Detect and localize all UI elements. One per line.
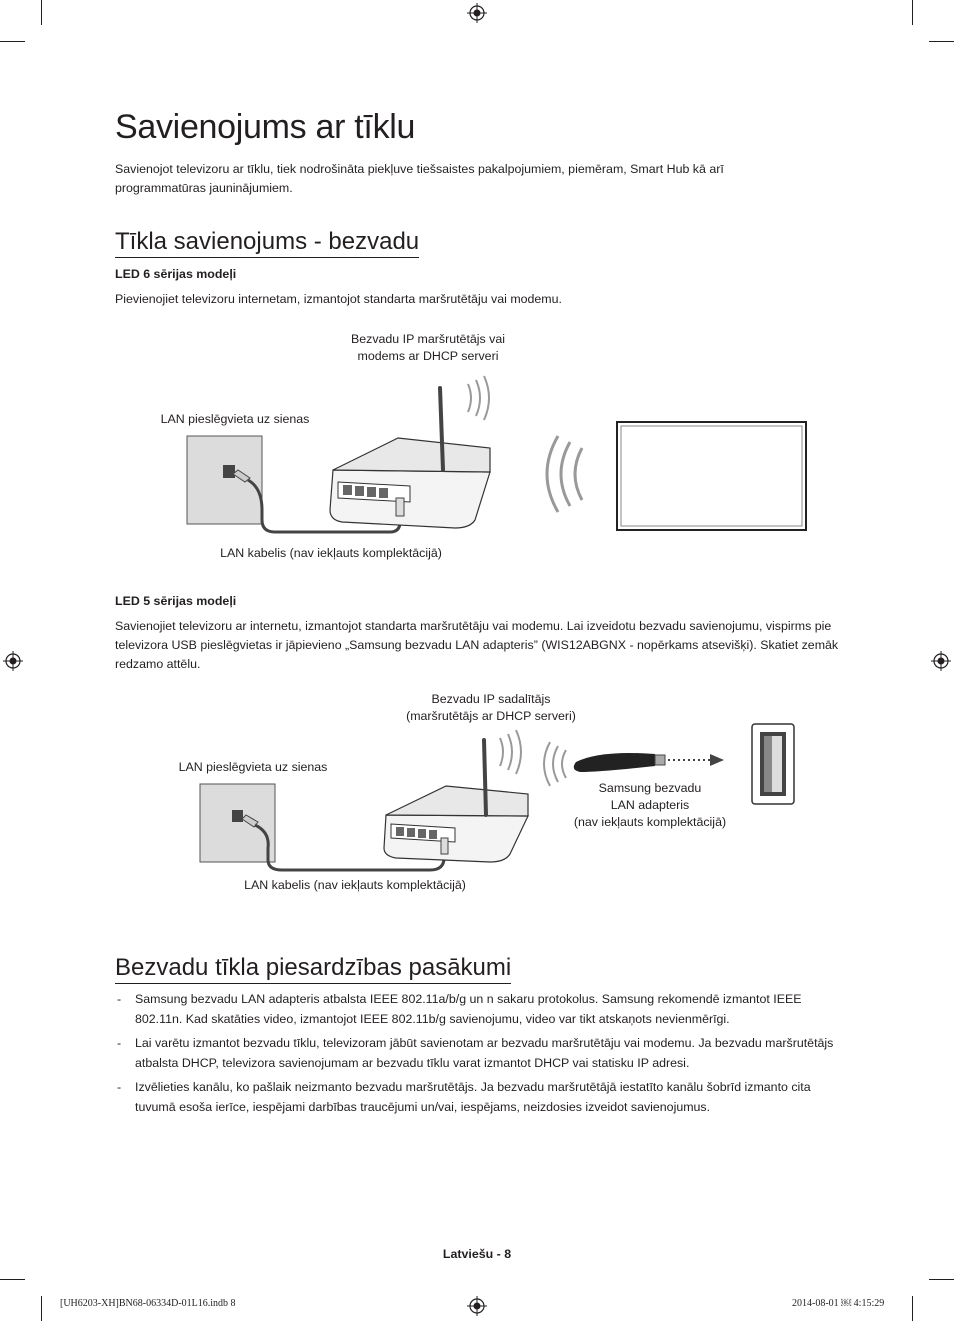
router-label-line2: (maršrutētājs ar DHCP serveri) — [406, 709, 576, 723]
print-slug-right: 2014-08-01 ￼ 4:15:29 — [792, 1298, 885, 1309]
registration-mark-bottom — [467, 1296, 487, 1316]
page-title: Savienojums ar tīklu — [115, 108, 416, 146]
usb-port-icon — [752, 724, 794, 804]
led5-subheading: LED 5 sērijas modeļi — [115, 594, 237, 608]
tv-icon — [617, 422, 806, 530]
led6-subheading: LED 6 sērijas modeļi — [115, 267, 237, 281]
section-heading-wireless: Tīkla savienojums - bezvadu — [115, 228, 419, 258]
led6-text: Pievienojiet televizoru internetam, izmantojot standarta maršrutētāju vai modemu. — [115, 292, 562, 306]
crop-mark — [0, 41, 25, 42]
bullet-dash: - — [117, 992, 122, 1006]
bullet-dash: - — [117, 1036, 122, 1050]
crop-mark — [41, 1296, 42, 1321]
diagram1-wall-label: LAN pieslēgvieta uz sienas — [160, 412, 310, 426]
usb-adapter-icon — [574, 753, 665, 772]
router-label-line1: Bezvadu IP sadalītājs — [431, 692, 551, 706]
list-item-text: Samsung bezvadu LAN adapteris atbalsta IEEE 802.11a/b/g un n sakaru protokolus. Samsung rekomendē izmantot IEEE 802.11n. Kad skatāties video, izmantojot IEEE 802.11b/g savienojumu, video var tikt atskaņots nevienmērīgi. — [135, 992, 802, 1026]
crop-mark — [912, 1296, 913, 1321]
section-heading-precautions: Bezvadu tīkla piesardzības pasākumi — [115, 954, 511, 984]
list-item-text: Izvēlieties kanālu, ko pašlaik neizmanto bezvadu maršrutētājs. Ja bezvadu maršrutētājā iestatīto kanālu šobrīd izmanto cita tuvumā esoša ierīce, iespējami darbības traucējumi un/vai, iespējams, neizdosies izveidot savienojumus. — [135, 1080, 811, 1114]
wall-outlet-icon — [200, 784, 275, 862]
crop-mark — [0, 1279, 25, 1280]
list-item — [115, 990, 845, 1029]
precautions-list — [115, 990, 845, 1122]
router-label-line1: Bezvadu IP maršrutētājs vai — [350, 332, 506, 346]
crop-mark — [41, 0, 42, 25]
crop-mark — [929, 41, 954, 42]
router-icon — [384, 740, 528, 862]
led5-text: Savienojiet televizoru ar internetu, izmantojot standarta maršrutētāju vai modemu. Lai izveidotu bezvadu savienojumu, vispirms pie televizora USB pieslēgvietas ir jāpievieno „Samsung bezvadu LAN adapteris” (WIS12ABGNX - nopērkams atsevišķi). Skatiet zemāk redzamo attēlu. — [115, 619, 839, 671]
diagram2-wall-label: LAN pieslēgvieta uz sienas — [178, 760, 328, 774]
registration-mark-left — [3, 651, 23, 671]
diagram1-cable-label: LAN kabelis (nav iekļauts komplektācijā) — [220, 546, 442, 560]
router-label-line2: modems ar DHCP serveri — [357, 349, 499, 363]
arrow-right-icon — [710, 754, 724, 766]
print-slug-left: [UH6203-XH]BN68-06334D-01L16.indb 8 — [60, 1298, 236, 1309]
diagram2-illustration — [0, 720, 954, 920]
crop-mark — [929, 1279, 954, 1280]
router-icon — [330, 388, 490, 528]
list-item-text: Lai varētu izmantot bezvadu tīklu, televizoram jābūt savienotam ar bezvadu maršrutētāju vai modemu. Ja bezvadu maršrutētājs atbalsta DHCP, televizora savienojumam ar bezvadu tīklu varat izmantot DHCP vai statisku IP adresi. — [135, 1036, 834, 1070]
adapter-label-line2: LAN adapteris — [610, 798, 690, 812]
diagram1-router-label — [318, 331, 538, 365]
diagram1-illustration — [0, 370, 954, 600]
intro-text: Savienojot televizoru ar tīklu, tiek nodrošināta piekļuve tiešsaistes pakalpojumiem, piemēram, Smart Hub kā arī programmatūras jauninājumiem. — [115, 162, 724, 195]
crop-mark — [912, 0, 913, 25]
registration-mark-top — [467, 3, 487, 23]
list-item — [115, 1034, 845, 1073]
adapter-label-line3: (nav iekļauts komplektācijā) — [573, 815, 727, 829]
page-number: Latviešu - 8 — [442, 1247, 512, 1261]
diagram2-cable-label: LAN kabelis (nav iekļauts komplektācijā) — [244, 878, 466, 892]
list-item — [115, 1078, 845, 1117]
bullet-dash: - — [117, 1080, 122, 1094]
registration-mark-right — [931, 651, 951, 671]
adapter-label-line1: Samsung bezvadu — [598, 781, 702, 795]
